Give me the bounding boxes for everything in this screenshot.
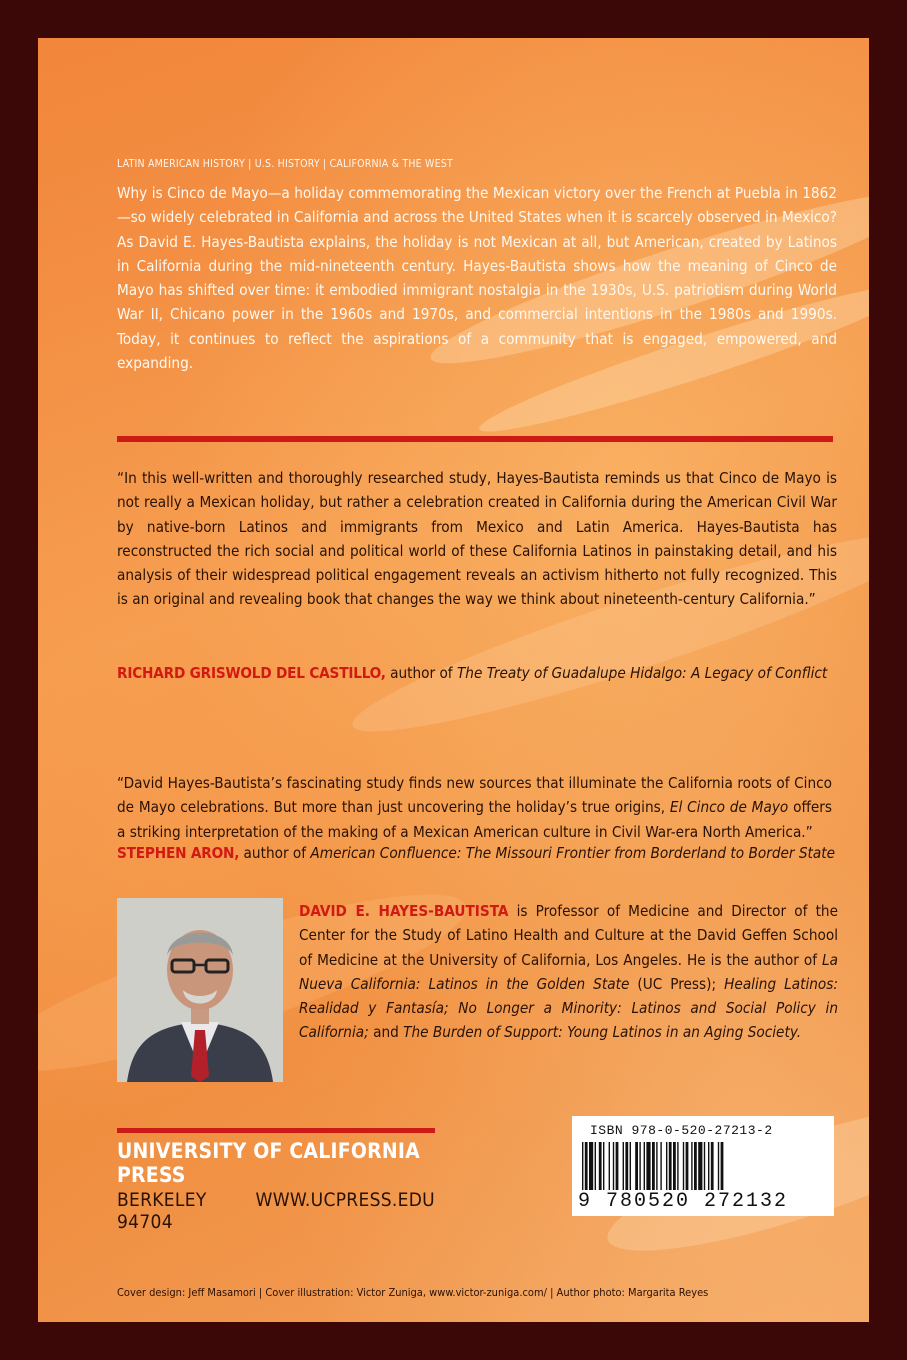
endorser-work: American Confluence: The Missouri Frontier from Borderland to Border State <box>310 844 836 862</box>
barcode-bar <box>721 1142 724 1190</box>
barcode-bar <box>708 1142 709 1190</box>
cover-credits: Cover design: Jeff Masamori | Cover illustration: Victor Zuniga, www.victor-zuniga.com/ | Author photo: Margarita Reyes <box>117 1286 709 1299</box>
barcode-bar <box>616 1142 619 1190</box>
barcode-bar <box>599 1142 602 1190</box>
subject-categories: LATIN AMERICAN HISTORY | U.S. HISTORY | CALIFORNIA & THE WEST <box>117 158 453 170</box>
barcode-bar <box>609 1142 610 1190</box>
barcode-bar <box>582 1142 583 1190</box>
barcode-bar <box>704 1142 705 1190</box>
isbn-barcode <box>572 1116 834 1216</box>
barcode-bar <box>623 1142 624 1190</box>
endorser-work: The Treaty of Guadalupe Hidalgo: A Legacy of Conflict <box>456 664 828 682</box>
bio-book-title: La Nueva California: Latinos in the Golden State <box>299 950 838 993</box>
barcode-bar <box>585 1142 588 1190</box>
barcode-bar <box>669 1142 672 1190</box>
barcode-bar <box>711 1142 714 1190</box>
barcode-bar <box>625 1142 628 1190</box>
isbn-label: ISBN 978-0-520-27213-2 <box>590 1123 773 1138</box>
author-bio <box>299 899 838 1045</box>
isbn-digits: 9 780520 272132 <box>578 1190 789 1213</box>
quote-book-title: El Cinco de Mayo <box>669 798 789 817</box>
bio-text: is Professor of Medicine and Director of the Center for the Study of Latino Health and Culture at the David Geffen School of Medicine at the University of California, Los Angeles. He is the author of <box>299 902 838 969</box>
endorsement-attribution <box>117 664 827 682</box>
publisher-name: UNIVERSITY OF CALIFORNIA PRESS <box>117 1139 420 1187</box>
barcode-bar <box>595 1142 596 1190</box>
book-description: Why is Cinco de Mayo—a holiday commemorating the Mexican victory over the French at Puebla in 1862—so widely celebrated in California and across the United States when it is scarcely observed in Mexico? As David E. Hayes-Bautista explains, the holiday is not Mexican at all, but American, created by Latinos in California during the mid-nineteenth century. Hayes-Bautista shows how the meaning of Cinco de Mayo has shifted over time: it embodied immigrant nostalgia in the 1930s, U.S. patriotism during World War II, Chicano power in the 1960s and 1970s, and commercial intentions in the 1980s and 1990s. Today, it continues to reflect the aspirations of a community that is engaged, empowered, and expanding. <box>117 184 837 373</box>
barcode-bar <box>686 1142 689 1190</box>
barcode-bar <box>652 1142 655 1190</box>
barcode-bar <box>673 1142 676 1190</box>
endorsement-attribution <box>117 844 835 862</box>
author-photo <box>117 898 283 1082</box>
barcode-bar <box>613 1142 614 1190</box>
endorser-name: RICHARD GRISWOLD DEL CASTILLO, <box>117 664 386 682</box>
quote-text: offers a striking interpretation of the making of a Mexican American culture in Civil War-era North America.” <box>117 798 832 841</box>
barcode-bar <box>639 1142 640 1190</box>
barcode-bar <box>698 1142 702 1190</box>
bio-text: (UC Press); <box>629 974 725 993</box>
barcode-bar <box>630 1142 631 1190</box>
bio-book-title: The Burden of Support: Young Latinos in an Aging Society. <box>403 1023 802 1042</box>
endorsement-quote <box>117 771 832 844</box>
endorser-name: STEPHEN ARON, <box>117 844 240 862</box>
barcode-bar <box>589 1142 593 1190</box>
barcode-bar <box>656 1142 657 1190</box>
divider-rule <box>117 436 833 442</box>
barcode-bar <box>718 1142 719 1190</box>
barcode-bar <box>666 1142 667 1190</box>
barcode-bar <box>603 1142 604 1190</box>
publisher-city: BERKELEY 94704 <box>117 1189 207 1233</box>
barcode-icon <box>578 1142 828 1190</box>
barcode-bar <box>660 1142 661 1190</box>
publisher-rule <box>117 1128 435 1133</box>
author-name: DAVID E. HAYES-BAUTISTA <box>299 902 509 920</box>
author-portrait-icon <box>117 898 283 1082</box>
barcode-bar <box>644 1142 645 1190</box>
endorsement-quote: “In this well-written and thoroughly researched study, Hayes-Bautista reminds us that Cinco de Mayo is not really a Mexican holiday, but rather a celebration created in California during the American Civil War by native-born Latinos and immigrants from Mexico and Latin America. Hayes-Bautista has reconstructed the rich social and political world of these California Latinos in painstaking detail, and his analysis of their widespread political engagement reveals an activism hitherto not fully recognized. This is an original and revealing book that changes the way we think about nineteenth-century California.” <box>117 469 837 609</box>
author-of-text: author of <box>239 844 311 862</box>
barcode-bar <box>635 1142 638 1190</box>
back-cover <box>38 38 869 1322</box>
quote-text: “David Hayes-Bautista’s fascinating study finds new sources that illuminate the California roots of Cinco de Mayo celebrations. But more than just uncovering the holiday’s true origins, <box>117 774 832 817</box>
barcode-bar <box>691 1142 692 1190</box>
bio-book-title: Healing Latinos: Realidad y Fantasía; No Longer a Minority: Latinos and Social Policy in California; <box>299 974 839 1042</box>
barcode-bar <box>677 1142 678 1190</box>
bio-text: and <box>368 1023 404 1042</box>
author-of-text: author of <box>385 664 457 682</box>
barcode-bar <box>694 1142 697 1190</box>
barcode-bar <box>683 1142 684 1190</box>
publisher-block <box>117 1128 435 1233</box>
barcode-bar <box>646 1142 650 1190</box>
publisher-url: WWW.UCPRESS.EDU <box>255 1189 435 1211</box>
